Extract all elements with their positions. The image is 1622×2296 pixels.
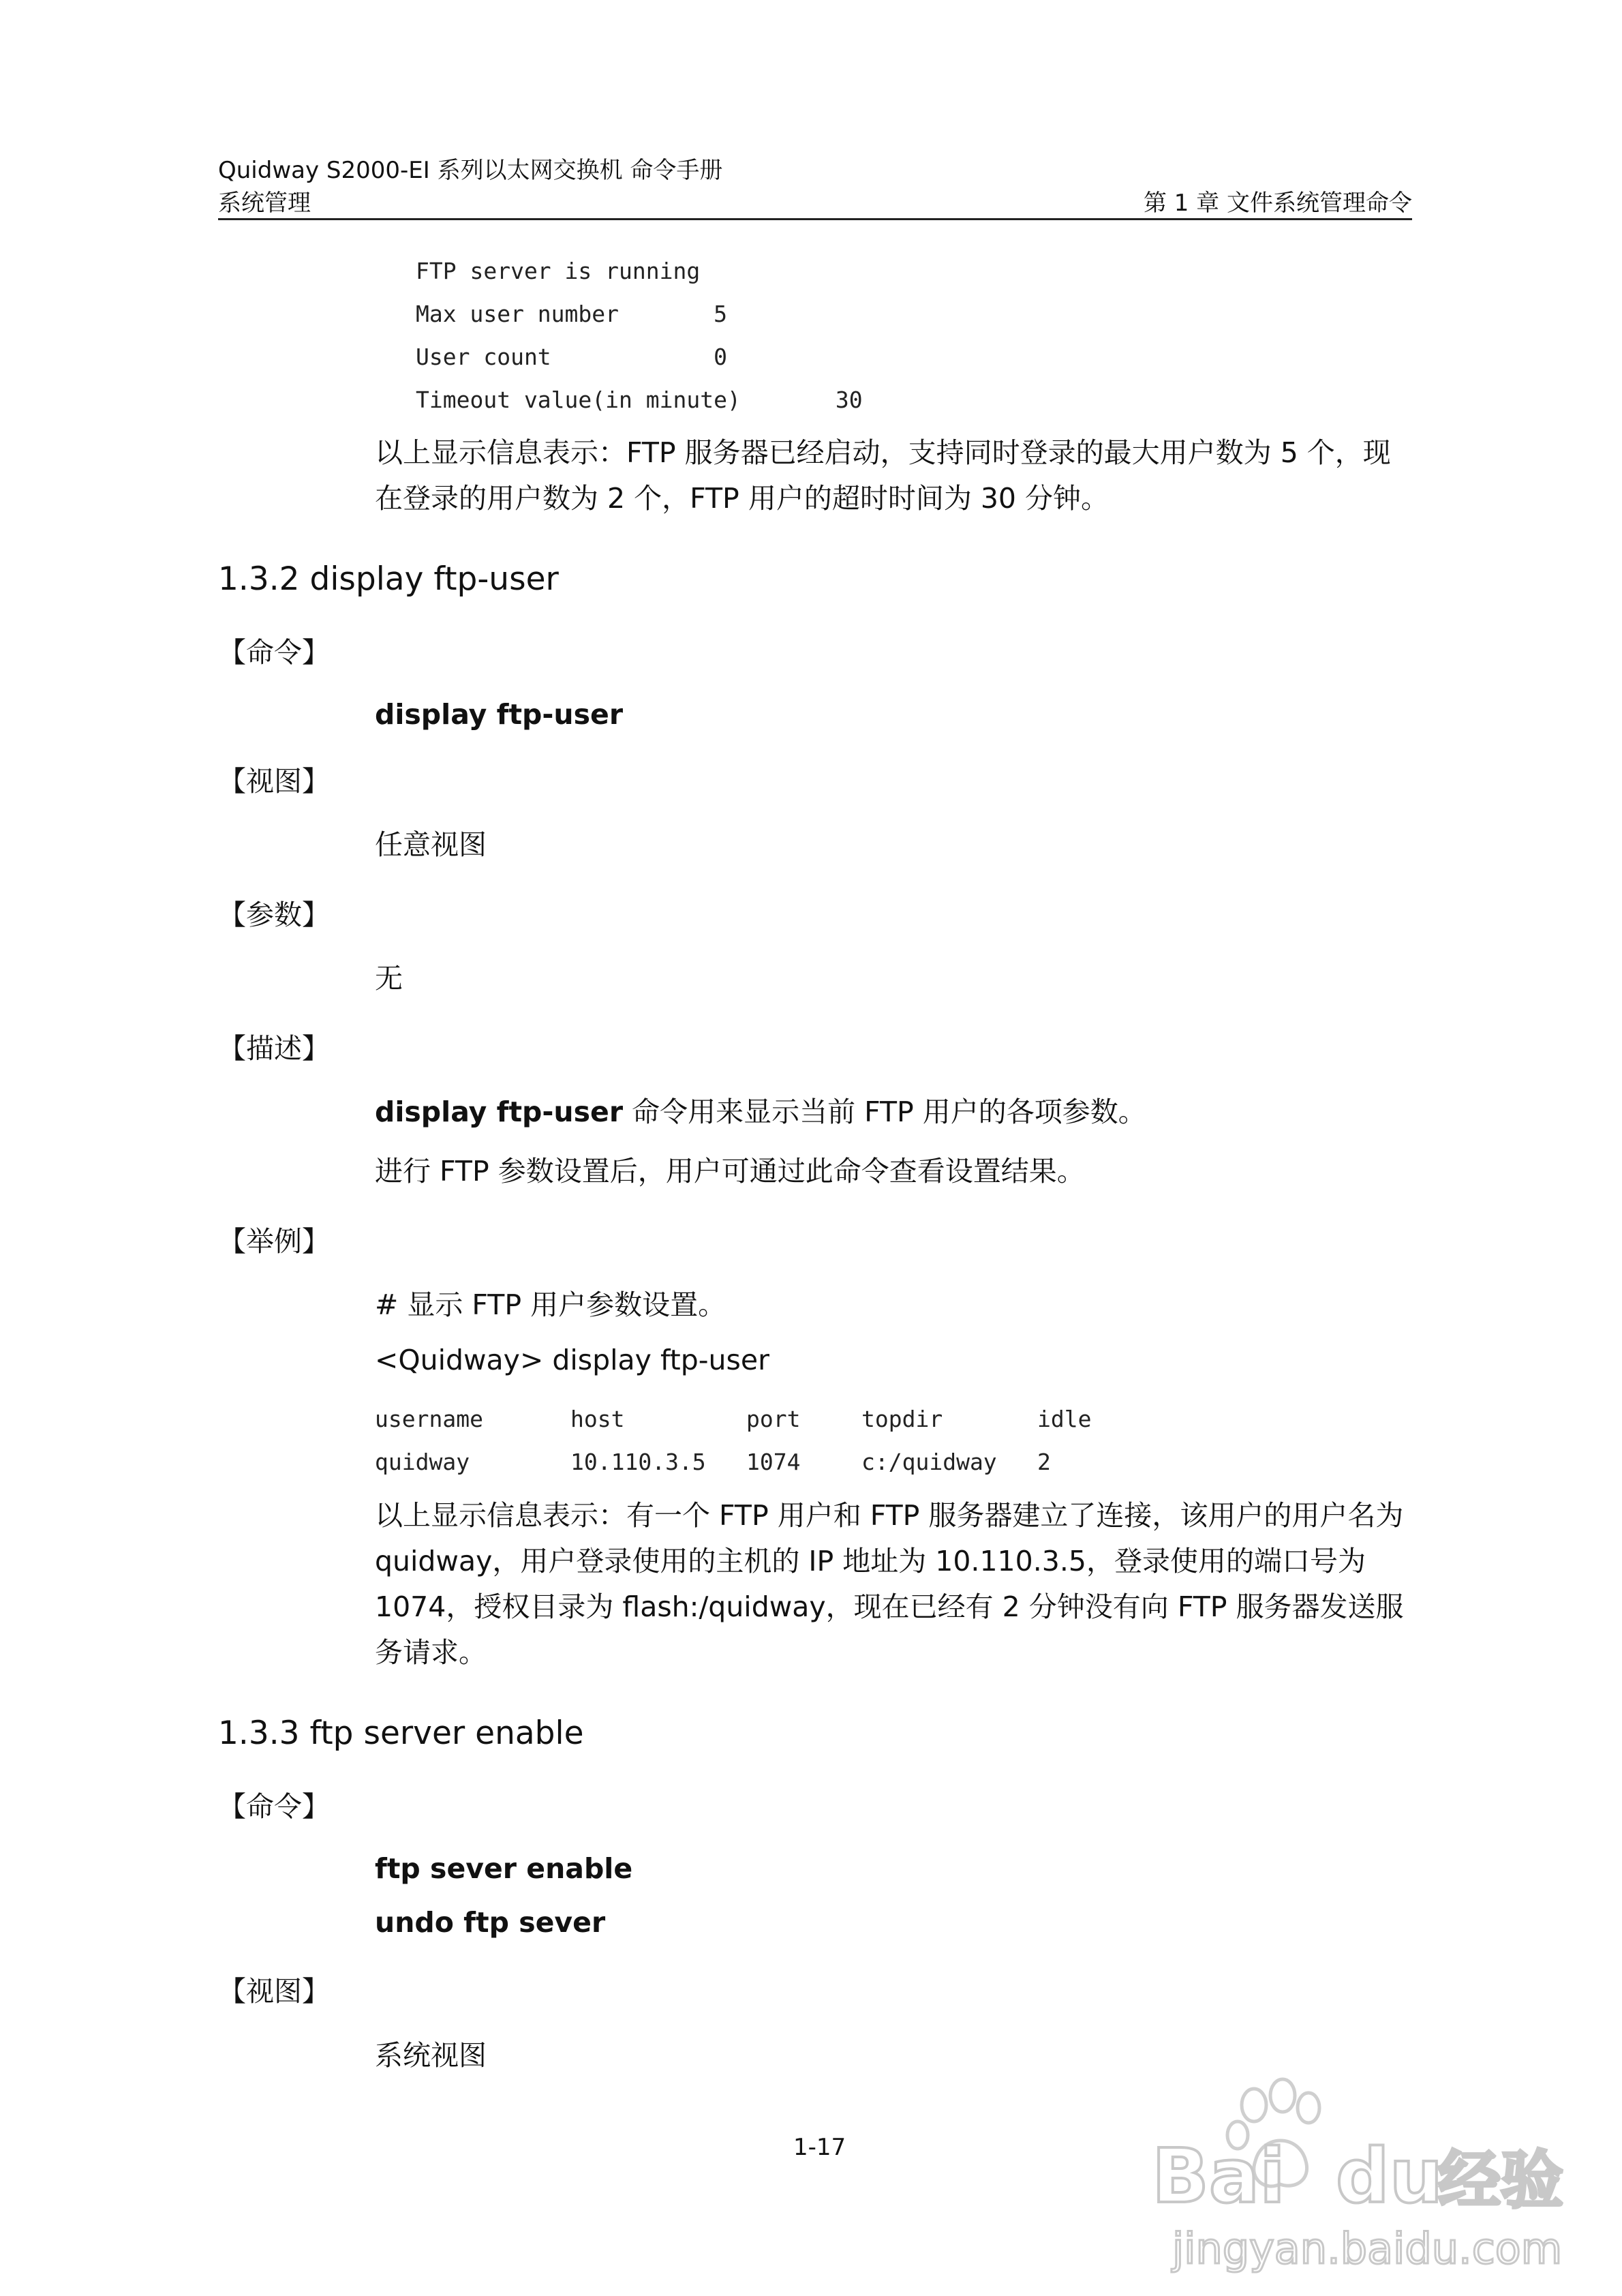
- svg-text:jingyan.baidu.com: jingyan.baidu.com: [1172, 2224, 1563, 2274]
- table-cell: 10.110.3.5: [570, 1449, 706, 1475]
- ftp-output-line: User count 0: [416, 344, 727, 370]
- table-header-cell: username: [375, 1406, 483, 1432]
- description-label: 【描述】: [218, 1032, 330, 1065]
- table-header-cell: host: [570, 1406, 625, 1432]
- example-comment: # 显示 FTP 用户参数设置。: [375, 1288, 726, 1321]
- table-cell: 1074: [746, 1449, 801, 1475]
- table-header-cell: idle: [1037, 1406, 1092, 1432]
- command-label: 【命令】: [218, 636, 330, 669]
- example-label: 【举例】: [218, 1225, 330, 1258]
- intro-paragraph: 以上显示信息表示：FTP 服务器已经启动，支持同时登录的最大用户数为 5 个，现在登录的用户数为 2 个，FTP 用户的超时时间为 30 分钟。: [375, 436, 1391, 515]
- view-text: 任意视图: [375, 828, 487, 861]
- description-line: 进行 FTP 参数设置后，用户可通过此命令查看设置结果。: [375, 1155, 1085, 1188]
- baidu-logo-icon: [1104, 2059, 1564, 2284]
- command-text: display ftp-user: [375, 698, 624, 731]
- parameter-text: 无: [375, 962, 403, 995]
- ftp-output-line: Timeout value(in minute) 30: [416, 387, 863, 413]
- baidu-watermark: [1104, 2059, 1564, 2284]
- view-label: 【视图】: [218, 1975, 330, 2008]
- ftp-output-line: Max user number 5: [416, 301, 727, 327]
- svg-text:Bai: Bai: [1152, 2132, 1285, 2220]
- description-rest: 命令用来显示当前 FTP 用户的各项参数。: [623, 1096, 1146, 1128]
- example-command: <Quidway> display ftp-user: [375, 1344, 769, 1376]
- command-text: ftp sever enable: [375, 1852, 633, 1885]
- table-header-cell: topdir: [861, 1406, 943, 1432]
- table-cell: 2: [1037, 1449, 1051, 1475]
- page-number: 1-17: [793, 2134, 846, 2161]
- doc-section: 系统管理: [218, 190, 311, 217]
- example-paragraph: 以上显示信息表示：有一个 FTP 用户和 FTP 服务器建立了连接，该用户的用户名为 quidway，用户登录使用的主机的 IP 地址为 10.110.3.5，登录使用的端口号为 1074，授权目录为 flash:/quidway，现在已经有 2 分钟没有向 FTP 服务器发送服务请求。: [375, 1499, 1404, 1669]
- section-heading: 1.3.2 display ftp-user: [218, 560, 559, 598]
- svg-text:du: du: [1336, 2132, 1443, 2220]
- parameter-label: 【参数】: [218, 898, 330, 931]
- doc-title: Quidway S2000-EI 系列以太网交换机 命令手册: [218, 157, 723, 184]
- view-label: 【视图】: [218, 765, 330, 798]
- section-heading: 1.3.3 ftp server enable: [218, 1715, 584, 1752]
- table-cell: c:/quidway: [861, 1449, 997, 1475]
- table-header-cell: port: [746, 1406, 801, 1432]
- ftp-output-line: FTP server is running: [416, 258, 701, 284]
- view-text: 系统视图: [375, 2039, 487, 2072]
- command-text: undo ftp sever: [375, 1906, 606, 1939]
- header-rule: [218, 218, 1412, 220]
- table-cell: quidway: [375, 1449, 470, 1475]
- command-label: 【命令】: [218, 1790, 330, 1823]
- description-command: display ftp-user: [375, 1096, 624, 1128]
- description-line: [375, 1095, 1146, 1129]
- chapter-title: 第 1 章 文件系统管理命令: [1143, 190, 1412, 217]
- svg-text:经验: 经验: [1438, 2144, 1564, 2217]
